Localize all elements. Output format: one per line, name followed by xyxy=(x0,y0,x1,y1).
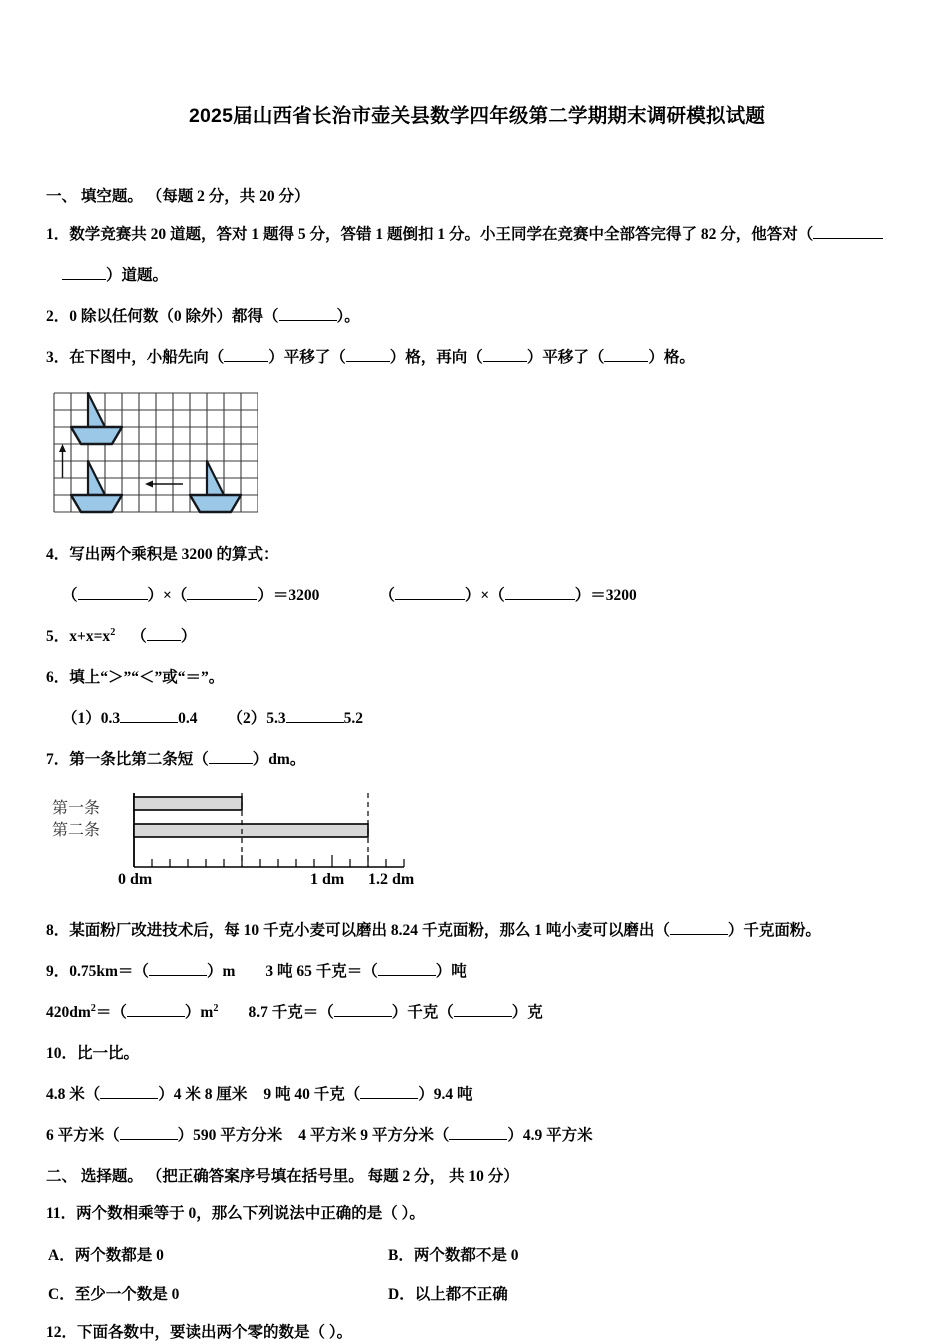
x-tick-label-1-2: 1.2 dm xyxy=(368,870,415,888)
bar-chart-figure xyxy=(52,789,452,899)
question-10 xyxy=(46,1042,908,1066)
q9-blank-1[interactable] xyxy=(149,975,207,976)
chart-x-ticks xyxy=(152,855,404,867)
question-10-line-1 xyxy=(46,1083,908,1107)
bar-1 xyxy=(134,797,242,810)
q6-sub1-label: （1） xyxy=(62,709,101,727)
q10-l1-c: 9 吨 40 千克（ xyxy=(263,1085,361,1103)
q2-number: 2． xyxy=(46,307,70,325)
q4-prompt: 写出两个乘积是 3200 的算式： xyxy=(69,545,279,563)
q10-prompt: 比一比。 xyxy=(77,1044,140,1062)
page-content xyxy=(46,104,908,1344)
question-10-line-2 xyxy=(46,1124,908,1148)
q8-text-a: 某面粉厂改进技术后，每 10 千克小麦可以磨出 8.24 千克面粉，那么 1 吨小麦可以磨出（ xyxy=(69,921,670,939)
q9-blank-5[interactable] xyxy=(454,1016,512,1017)
q10-l1-a: 4.8 米（ xyxy=(46,1085,101,1103)
q9-blank-2[interactable] xyxy=(378,975,436,976)
q3-blank-2[interactable] xyxy=(346,361,390,362)
translation-grid-svg xyxy=(50,387,258,529)
q12-text: 下面各数中，要读出两个零的数是（ ）。 xyxy=(77,1324,353,1342)
question-6-subitems xyxy=(46,707,908,731)
q9-l2-e: ）千克（ xyxy=(391,1003,454,1021)
q6-sub2-left: 5.3 xyxy=(266,709,286,727)
option-a[interactable]: A．两个数都是 0 xyxy=(48,1247,164,1265)
q7-text-a: 第一条比第二条短（ xyxy=(69,750,209,768)
x-tick-label-1: 1 dm xyxy=(310,870,345,888)
q4-blank-1[interactable] xyxy=(78,599,148,600)
q3-blank-3[interactable] xyxy=(483,361,527,362)
page-title: 2025届山西省长治市壶关县数学四年级第二学期期末调研模拟试题 xyxy=(188,105,766,127)
bar-category-label-1: 第一条 xyxy=(52,799,101,817)
question-4-expressions xyxy=(46,584,908,608)
q10-blank-3[interactable] xyxy=(120,1139,178,1140)
q9-l1-c: 3 吨 65 千克＝（ xyxy=(265,962,378,980)
question-6 xyxy=(46,666,908,690)
q9-l1-b: ）m xyxy=(206,962,236,980)
q10-blank-1[interactable] xyxy=(100,1098,158,1099)
q8-number: 8． xyxy=(46,921,70,939)
q4-expr2-open: （ xyxy=(379,586,395,604)
q8-text-b: ）千克面粉。 xyxy=(727,921,821,939)
q10-blank-2[interactable] xyxy=(360,1098,418,1099)
q10-l1-b: ）4 米 8 厘米 xyxy=(158,1085,248,1103)
q9-blank-4[interactable] xyxy=(334,1016,392,1017)
q9-l2-b: ＝（ xyxy=(95,1003,127,1021)
q4-expr2-close: ）＝3200 xyxy=(574,586,637,604)
question-5 xyxy=(46,625,908,649)
q10-l2-a: 6 平方米（ xyxy=(46,1126,120,1144)
q6-blank-2[interactable] xyxy=(286,722,344,723)
q2-text-b: ）。 xyxy=(336,307,360,325)
q4-expr2-mid: ）×（ xyxy=(464,586,505,604)
translation-grid-figure xyxy=(50,387,258,529)
q11-text: 两个数相乘等于 0，那么下列说法中正确的是（ ）。 xyxy=(76,1205,425,1223)
option-c[interactable]: C．至少一个数是 0 xyxy=(48,1286,180,1304)
q2-text-a: 0 除以任何数（0 除外）都得（ xyxy=(69,307,279,325)
q5-blank[interactable] xyxy=(147,640,181,641)
boat-bottom-left xyxy=(71,461,122,512)
bar-2 xyxy=(134,824,368,837)
q5-paren-open: （ xyxy=(131,627,147,645)
question-9-line-1 xyxy=(46,960,908,984)
question-4 xyxy=(46,543,908,567)
arrow-left-icon xyxy=(145,480,183,487)
question-12 xyxy=(46,1321,908,1344)
option-d[interactable]: D．以上都不正确 xyxy=(388,1286,508,1304)
q4-blank-4[interactable] xyxy=(505,599,575,600)
q10-blank-4[interactable] xyxy=(449,1139,507,1140)
q4-blank-3[interactable] xyxy=(395,599,465,600)
q7-number: 7． xyxy=(46,750,70,768)
q9-blank-3[interactable] xyxy=(127,1016,185,1017)
q9-exponent-1: 2 xyxy=(90,1002,96,1014)
q3-text-3: ）格，再向（ xyxy=(389,348,483,366)
q7-text-b: ）dm。 xyxy=(252,750,306,768)
q9-l2-f: ）克 xyxy=(511,1003,543,1021)
section-heading-fill-blank: 一、 填空题。 （每题 2 分，共 20 分） xyxy=(46,188,310,206)
q1-number: 1． xyxy=(46,225,70,243)
q1-text-end: ）道题。 xyxy=(106,266,169,284)
q5-paren-close: ） xyxy=(180,627,197,645)
q10-l1-d: ）9.4 吨 xyxy=(418,1085,473,1103)
boat-bottom-right xyxy=(190,461,241,512)
boat-hull-icon xyxy=(71,427,122,444)
q6-prompt: 填上“＞”“＜”或“＝”。 xyxy=(69,668,225,686)
q1-text: 数学竞赛共 20 道题，答对 1 题得 5 分，答错 1 题倒扣 1 分。小王同学在竞赛中全部答完得了 82 分，他答对（ xyxy=(69,225,814,243)
bar-category-label-2: 第二条 xyxy=(52,821,101,839)
q3-blank-1[interactable] xyxy=(224,361,268,362)
boat-hull-icon xyxy=(71,495,122,512)
q10-l2-d: ）4.9 平方米 xyxy=(507,1126,593,1144)
q12-number: 12． xyxy=(46,1324,78,1342)
q6-sub1-left: 0.3 xyxy=(100,709,121,727)
q9-l1-a: 0.75km＝（ xyxy=(69,962,149,980)
q4-expr1-close: ）＝3200 xyxy=(257,586,320,604)
question-11-options-row-1 xyxy=(46,1243,908,1265)
q5-expr: x+x=x xyxy=(69,627,111,645)
boat-top-left xyxy=(71,393,122,444)
q6-sub2-right: 5.2 xyxy=(343,709,364,727)
q5-number: 5． xyxy=(46,627,70,645)
x-tick-label-0: 0 dm xyxy=(118,870,153,888)
q1-blank-cont[interactable] xyxy=(62,279,106,280)
q6-blank-1[interactable] xyxy=(120,722,178,723)
question-8 xyxy=(46,919,908,943)
question-11 xyxy=(46,1202,908,1226)
question-2 xyxy=(46,305,908,329)
q10-number: 10． xyxy=(46,1044,78,1062)
boat-hull-icon xyxy=(190,495,241,512)
q11-number: 11． xyxy=(46,1205,77,1223)
q2-blank[interactable] xyxy=(279,320,337,321)
question-1 xyxy=(46,223,908,247)
section-heading-multiple-choice: 二、 选择题。 （把正确答案序号填在括号里。 每题 2 分， 共 10 分） xyxy=(46,1167,519,1185)
option-b[interactable]: B．两个数都不是 0 xyxy=(388,1247,519,1265)
q9-l2-a: 420dm xyxy=(46,1003,91,1021)
q9-exponent-2: 2 xyxy=(213,1002,219,1014)
q9-l1-d: ）吨 xyxy=(435,962,467,980)
q3-blank-4[interactable] xyxy=(604,361,648,362)
q3-text-1: 在下图中，小船先向（ xyxy=(69,348,225,366)
q3-number: 3． xyxy=(46,348,70,366)
q9-number: 9． xyxy=(46,962,70,980)
q5-exponent: 2 xyxy=(110,626,116,638)
q7-blank[interactable] xyxy=(209,763,253,764)
q3-text-5: ）格。 xyxy=(648,348,695,366)
q6-sub1-right: 0.4 xyxy=(178,709,198,727)
q10-l2-b: ）590 平方分米 xyxy=(177,1126,283,1144)
q3-text-2: ）平移了（ xyxy=(268,348,346,366)
q6-number: 6． xyxy=(46,668,70,686)
question-7 xyxy=(46,748,908,772)
q8-blank[interactable] xyxy=(670,934,728,935)
question-1-continued xyxy=(46,264,908,288)
q4-number: 4． xyxy=(46,545,70,563)
q4-expr1-mid: ）×（ xyxy=(147,586,188,604)
question-11-options-row-2 xyxy=(46,1282,908,1304)
q4-blank-2[interactable] xyxy=(187,599,257,600)
q1-blank[interactable] xyxy=(813,238,883,239)
q9-l2-c: ）m xyxy=(184,1003,214,1021)
q9-l2-d: 8.7 千克＝（ xyxy=(248,1003,334,1021)
question-9-line-2 xyxy=(46,1001,908,1025)
q3-text-4: ）平移了（ xyxy=(526,348,605,366)
q4-expr1-open: （ xyxy=(62,586,78,604)
q10-l2-c: 4 平方米 9 平方分米（ xyxy=(298,1126,450,1144)
question-3 xyxy=(46,346,908,370)
q6-sub2-label: （2） xyxy=(227,709,267,727)
